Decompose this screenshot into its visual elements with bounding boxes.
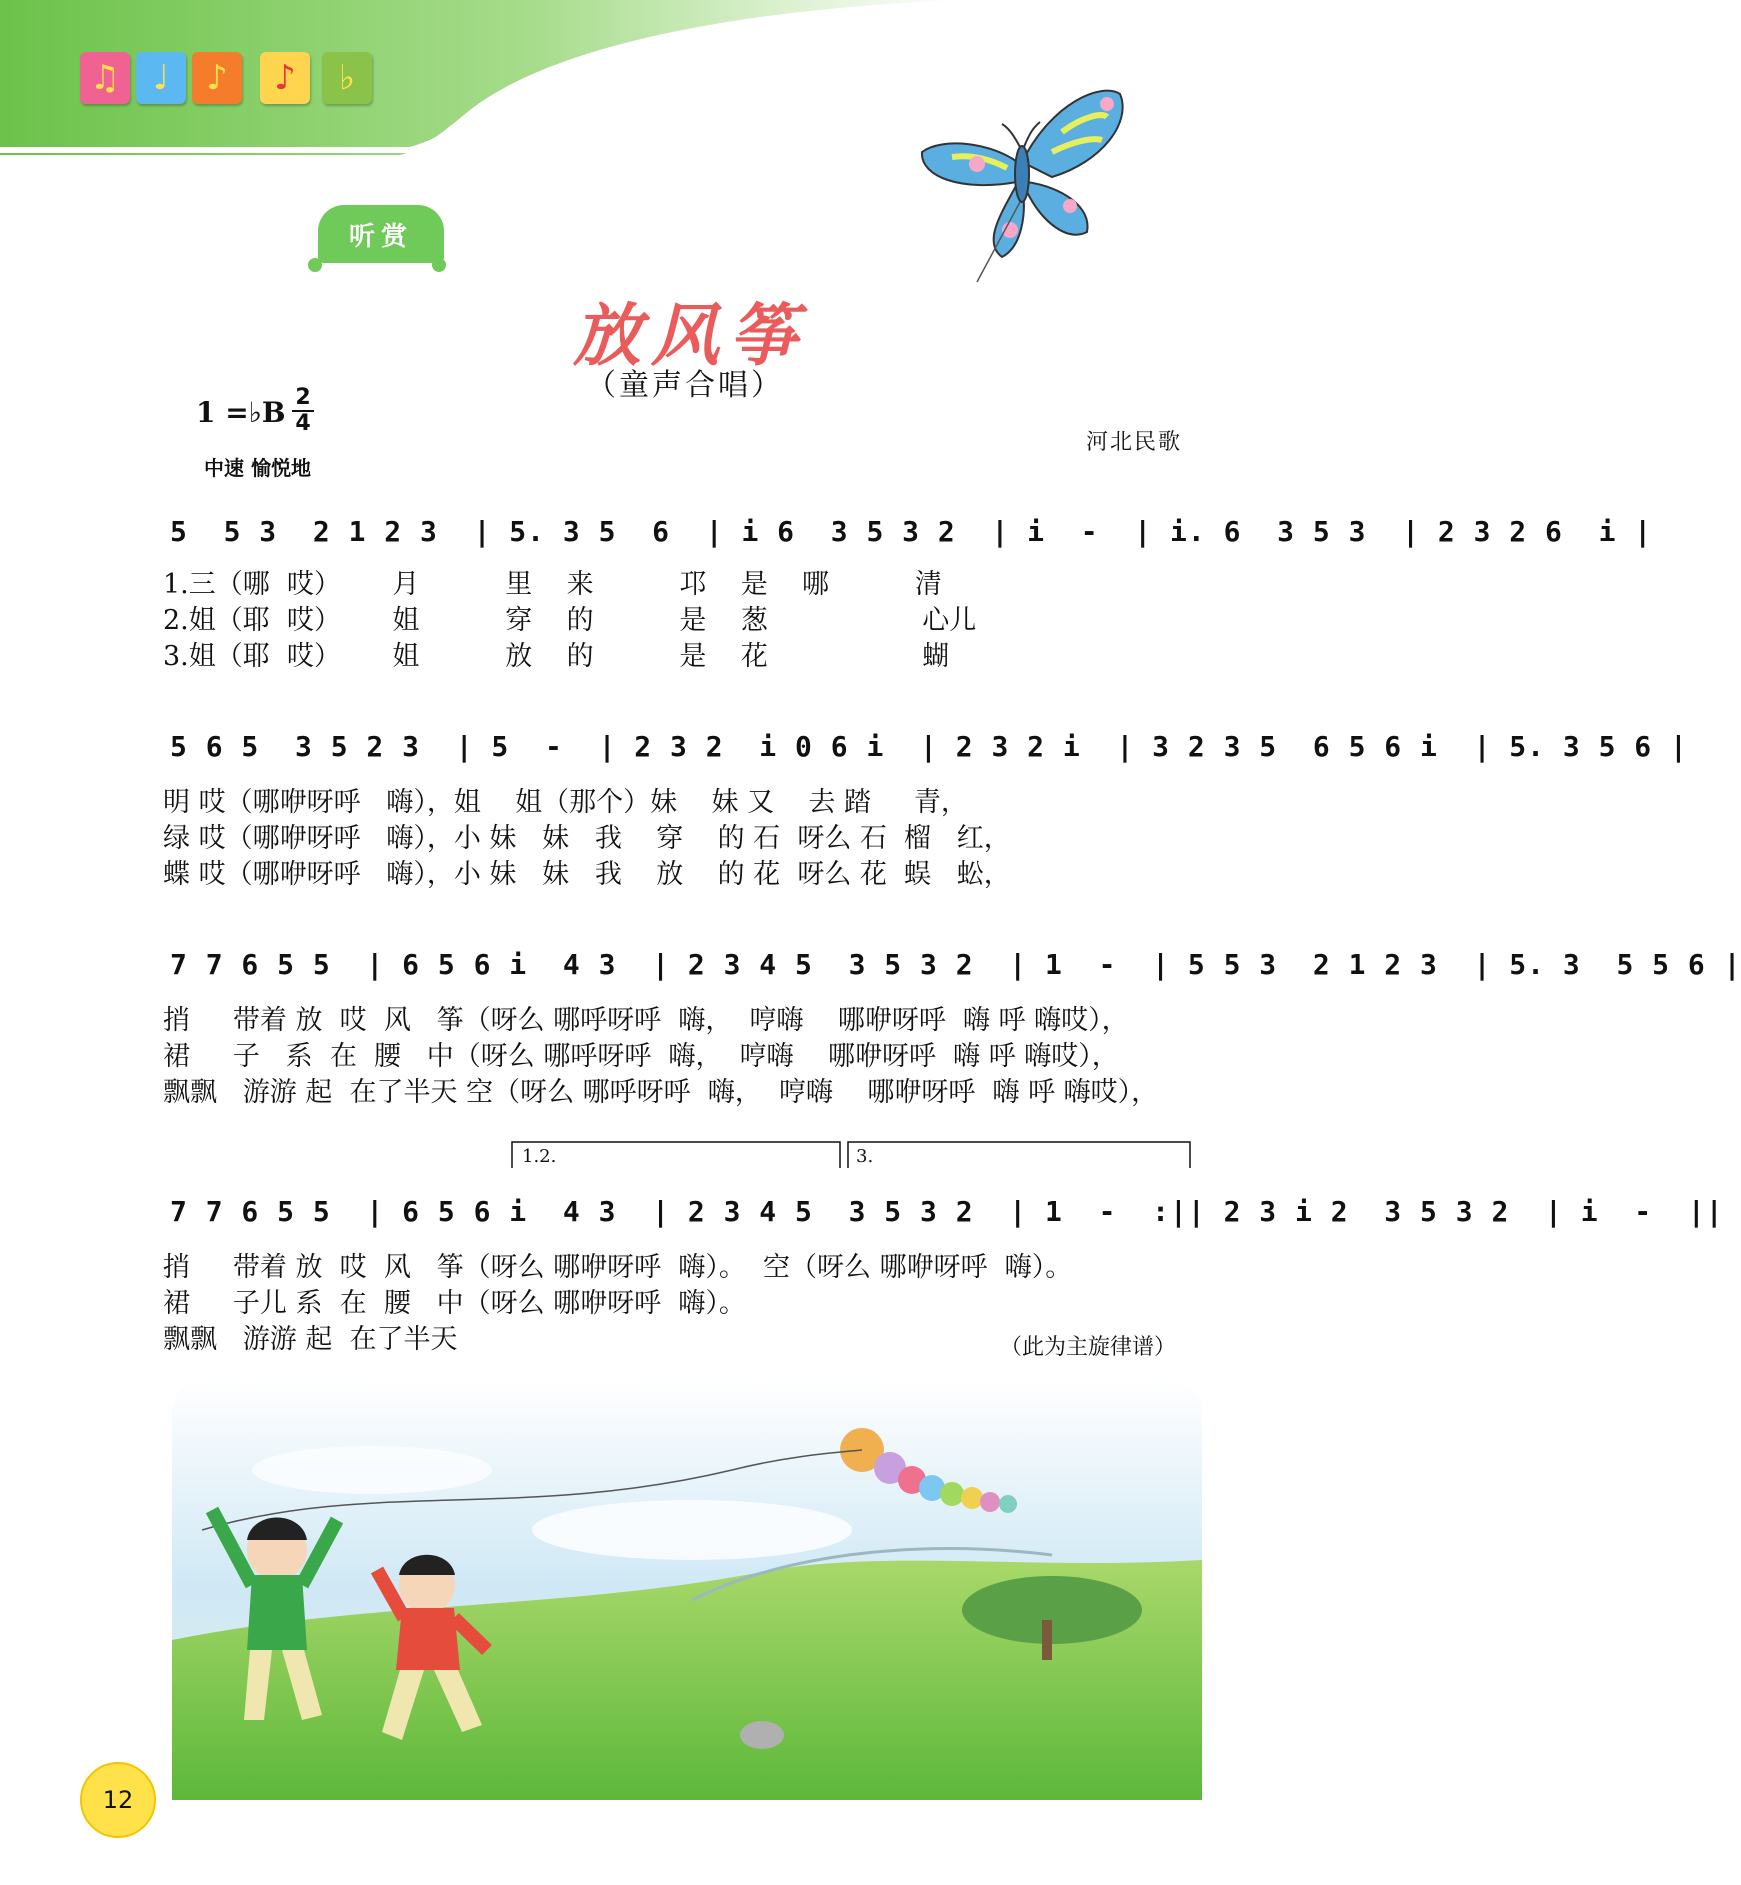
lyric-line-1-verse-2: 2.姐（耶 哎） 姐 穿 的 是 葱 心儿 [163, 605, 977, 636]
volta-3-label: 3. [856, 1146, 874, 1167]
notation-line-2: 5 6 5 3 5 2 3 | 5 - | 2 3 2 i 0 6 i | 2 3 2 i | 3 2 3 5 6 5 6 i | 5. 3 5 6 | [170, 730, 1688, 763]
tag-dot-left [308, 258, 322, 272]
butterfly-kite-illustration [902, 82, 1142, 282]
page-number: 12 [80, 1762, 156, 1838]
lyric-line-3-verse-2: 裙 子 系 在 腰 中（呀么 哪呼呀呼 嗨， 哼嗨 哪咿呀呼 嗨 呼 嗨哎）， [163, 1041, 1119, 1072]
lyric-line-3-verse-3: 飘飘 游游 起 在了半天 空（呀么 哪呼呀呼 嗨， 哼嗨 哪咿呀呼 嗨 呼 嗨哎）， [163, 1077, 1159, 1108]
lyric-line-2-verse-3: 蝶 哎（哪咿呀呼 嗨），小 妹 妹 我 放 的 花 呀么 花 蜈 蚣， [163, 859, 1011, 890]
logo-note-icon: ♫ [80, 52, 130, 104]
tag-dot-right [432, 258, 446, 272]
lyric-line-4-verse-1: 捎 带着 放 哎 风 筝（呀么 哪咿呀呼 嗨）。 空（呀么 哪咿呀呼 嗨）。 [163, 1252, 1073, 1283]
notation-line-1: 5 5 3 2 1 2 3 | 5. 3 5 6 | i 6 3 5 3 2 | i - | i. 6 3 5 3 | 2 3 2 6 i | [170, 515, 1653, 548]
time-signature [292, 386, 314, 436]
lyric-line-4-verse-2: 裙 子儿 系 在 腰 中（呀么 哪咿呀呼 嗨）。 [163, 1288, 746, 1319]
meter-bottom: 4 [295, 411, 311, 436]
volta-1-2-label: 1.2. [522, 1146, 557, 1167]
lyric-line-3-verse-1: 捎 带着 放 哎 风 筝（呀么 哪呼呀呼 嗨， 哼嗨 哪咿呀呼 嗨 呼 嗨哎）， [163, 1005, 1129, 1036]
meter-top: 2 [295, 385, 311, 410]
lyric-line-2-verse-1: 明 哎（哪咿呀呼 嗨），姐 姐（那个）妹 妹 又 去 踏 青， [163, 787, 968, 818]
logo-note-icon: ♪ [192, 52, 242, 104]
key-signature: 1 =♭B [196, 396, 286, 429]
lyric-line-2-verse-2: 绿 哎（哪咿呀呼 嗨），小 妹 妹 我 穿 的 石 呀么 石 榴 红， [163, 823, 1011, 854]
volta-brackets [510, 1140, 1200, 1170]
notation-line-3: 7 7 6 5 5 | 6 5 6 i 4 3 | 2 3 4 5 3 5 3 2 | 1 - | 5 5 3 2 1 2 3 | 5. 3 5 5 6 | [170, 948, 1741, 981]
notation-line-4: 7 7 6 5 5 | 6 5 6 i 4 3 | 2 3 4 5 3 5 3 2 | 1 - :|| 2 3 i 2 3 5 3 2 | i - || [170, 1195, 1724, 1228]
tempo-marking: 中速 愉悦地 [204, 456, 311, 480]
logo-flat-icon: ♭ [322, 52, 372, 104]
logo-note-icon: ♩ [136, 52, 186, 104]
lyric-line-1-verse-1: 1.三（哪 哎） 月 里 来 邛 是 哪 清 [163, 569, 942, 600]
footnote: （此为主旋律谱） [1000, 1335, 1177, 1360]
song-origin: 河北民歌 [1086, 430, 1183, 455]
kite-flying-illustration [172, 1380, 1202, 1800]
song-title: 放风筝 [572, 296, 807, 376]
song-subtitle: （童声合唱） [586, 368, 784, 403]
logo-note-icon: ♪ [260, 52, 310, 104]
lyric-line-1-verse-3: 3.姐（耶 哎） 姐 放 的 是 花 蝴 [163, 641, 950, 672]
lyric-line-4-verse-3: 飘飘 游游 起 在了半天 [163, 1324, 458, 1355]
section-tag-listening: 听赏 [318, 205, 444, 263]
